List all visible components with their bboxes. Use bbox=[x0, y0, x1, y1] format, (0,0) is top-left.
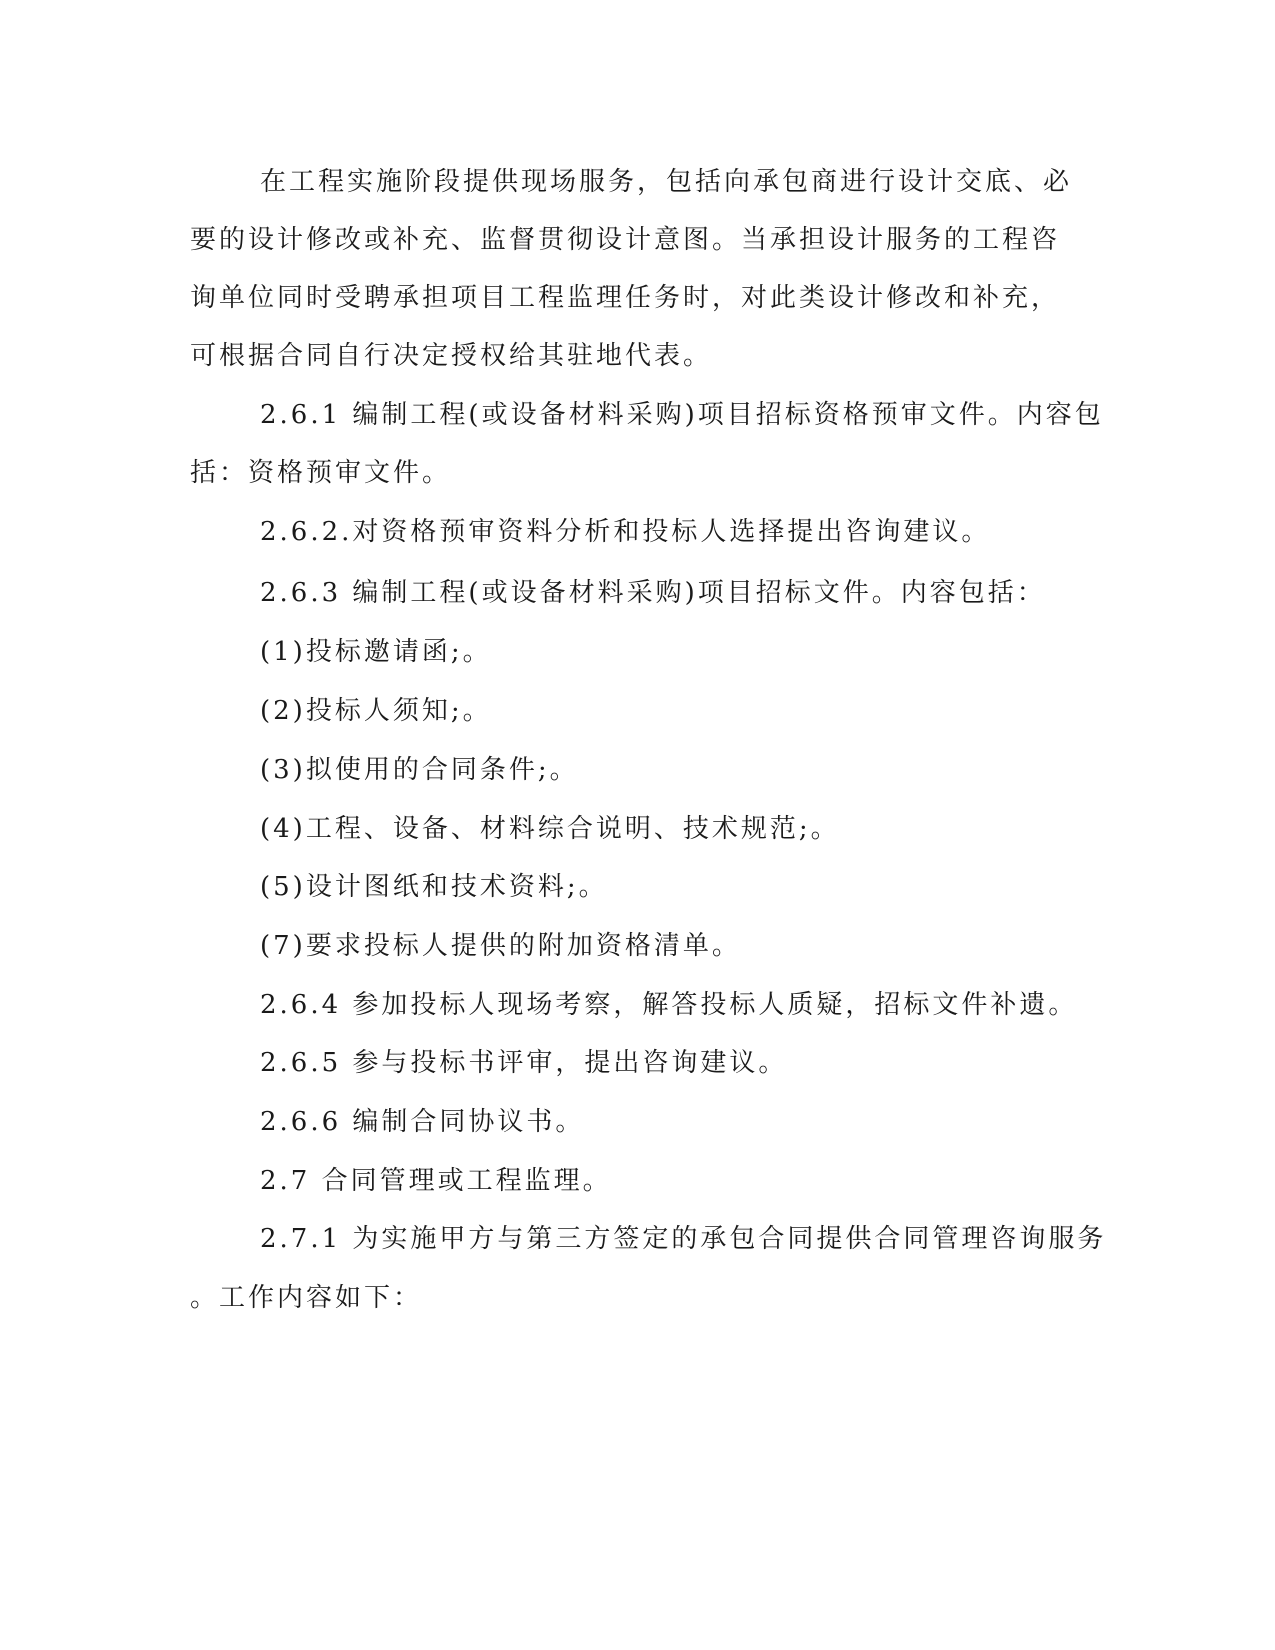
section-2-7-1-cont: 。工作内容如下： bbox=[190, 1283, 423, 1313]
section-2-6-1: 2.6.1 编制工程(或设备材料采购)项目招标资格预审文件。内容包 bbox=[260, 400, 1104, 430]
list-item-7: (7)要求投标人提供的附加资格清单。 bbox=[260, 931, 741, 961]
paragraph-line-4: 可根据合同自行决定授权给其驻地代表。 bbox=[190, 341, 713, 371]
list-item-2: (2)投标人须知;。 bbox=[260, 696, 492, 726]
list-item-4: (4)工程、设备、材料综合说明、技术规范;。 bbox=[260, 814, 840, 844]
section-2-7-1: 2.7.1 为实施甲方与第三方签定的承包合同提供合同管理咨询服务 bbox=[260, 1224, 1107, 1254]
list-item-5: (5)设计图纸和技术资料;。 bbox=[260, 872, 608, 902]
list-item-3: (3)拟使用的合同条件;。 bbox=[260, 755, 579, 785]
section-2-6-5: 2.6.5 参与投标书评审，提出咨询建议。 bbox=[260, 1048, 788, 1078]
section-2-6-6: 2.6.6 编制合同协议书。 bbox=[260, 1107, 585, 1137]
paragraph-line-1: 在工程实施阶段提供现场服务，包括向承包商进行设计交底、必 bbox=[260, 167, 1073, 197]
paragraph-line-3: 询单位同时受聘承担项目工程监理任务时，对此类设计修改和补充， bbox=[190, 283, 1061, 313]
list-item-1: (1)投标邀请函;。 bbox=[260, 637, 492, 667]
section-2-6-4: 2.6.4 参加投标人现场考察，解答投标人质疑，招标文件补遗。 bbox=[260, 990, 1078, 1020]
section-2-6-3: 2.6.3 编制工程(或设备材料采购)项目招标文件。内容包括： bbox=[260, 578, 1046, 608]
section-2-7: 2.7 合同管理或工程监理。 bbox=[260, 1166, 612, 1196]
paragraph-line-2: 要的设计修改或补充、监督贯彻设计意图。当承担设计服务的工程咨 bbox=[190, 225, 1061, 255]
section-2-6-2: 2.6.2.对资格预审资料分析和投标人选择提出咨询建议。 bbox=[260, 517, 991, 547]
section-2-6-1-cont: 括：资格预审文件。 bbox=[190, 458, 452, 488]
